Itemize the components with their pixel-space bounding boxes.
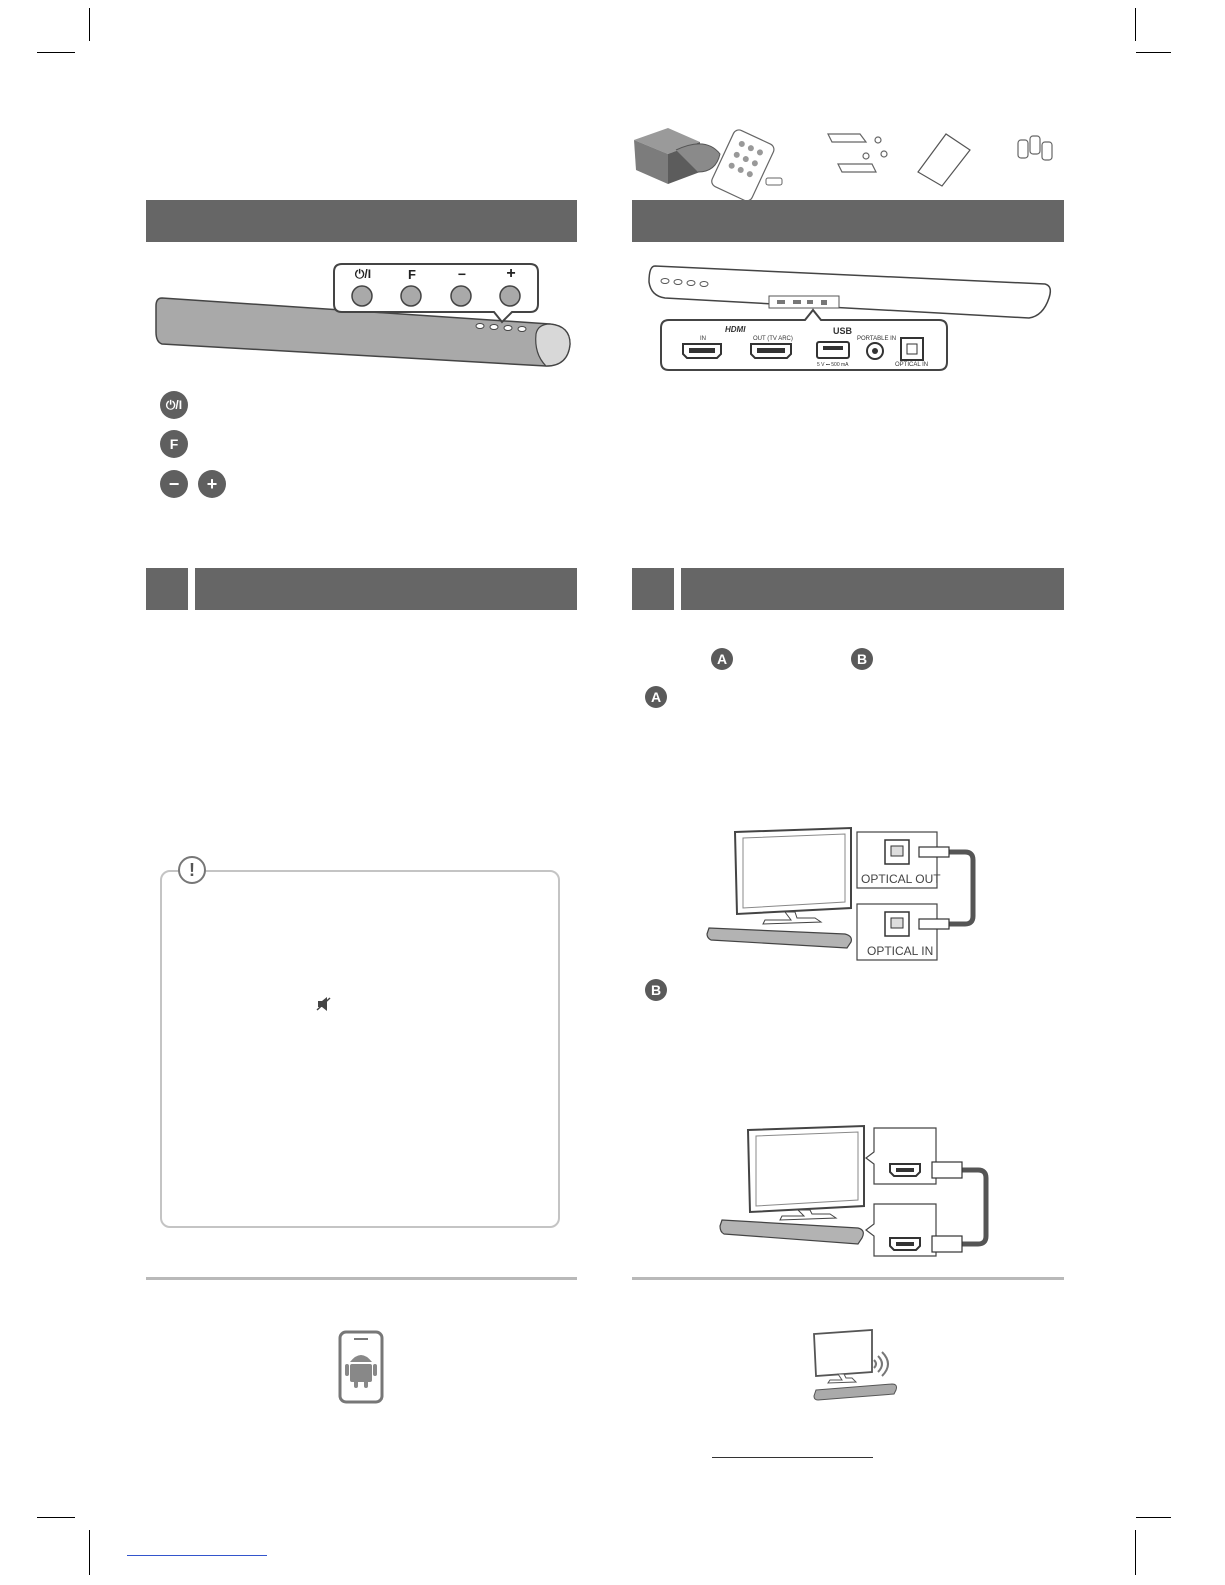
button-label-minus: −	[457, 266, 467, 282]
divider-right	[632, 1277, 1064, 1280]
crop-mark	[1136, 52, 1171, 53]
crop-mark	[1135, 8, 1136, 41]
bottom-link-underline	[127, 1555, 267, 1556]
crop-mark	[89, 8, 90, 41]
portable-in-label: PORTABLE IN	[857, 336, 897, 342]
button-label-power: ⏻/I	[354, 267, 372, 281]
marker-a-inline: A	[711, 648, 733, 670]
optical-out-label: OPTICAL OUT	[861, 872, 941, 886]
divider-left	[146, 1277, 577, 1280]
mute-icon	[316, 997, 332, 1011]
crop-mark	[1135, 1530, 1136, 1575]
usb-rating-label: 5 V ⎓ 500 mA	[817, 362, 849, 368]
power-icon: ⏻/I	[160, 391, 188, 419]
marker-b-inline: B	[851, 648, 873, 670]
section-header-top-panel	[146, 200, 577, 242]
android-phone-icon	[338, 1330, 384, 1404]
hdmi-in-label: IN	[700, 336, 706, 342]
function-icon: F	[160, 430, 188, 458]
crop-mark	[1136, 1517, 1171, 1518]
crop-mark	[37, 1517, 75, 1518]
marker-b: B	[645, 979, 667, 1001]
button-label-function: F	[408, 267, 416, 282]
hdmi-logo: HDMI	[725, 325, 746, 334]
optical-connection-diagram	[705, 828, 985, 964]
section-header-right	[681, 568, 1064, 610]
crop-mark	[89, 1530, 90, 1575]
section-number-box-left	[146, 568, 188, 610]
section-number-box-right	[632, 568, 674, 610]
minus-icon: −	[160, 470, 188, 498]
plus-icon: +	[198, 470, 226, 498]
box-contents-illustration	[628, 120, 1068, 192]
hdmi-connection-diagram	[718, 1124, 996, 1260]
button-label-plus: +	[506, 265, 516, 282]
section-header-left	[195, 568, 577, 610]
bottom-underline	[712, 1457, 873, 1458]
hdmi-out-label: OUT (TV ARC)	[753, 336, 793, 342]
crop-mark	[37, 52, 75, 53]
section-header-rear-panel	[632, 200, 1064, 242]
soundbar-rear-illustration	[645, 258, 1055, 378]
notice-box	[160, 870, 560, 1228]
marker-a: A	[645, 686, 667, 708]
optical-in-port-label: OPTICAL IN	[867, 944, 934, 958]
tv-soundbar-wireless-icon	[808, 1328, 898, 1404]
optical-in-label: OPTICAL IN	[895, 362, 929, 368]
notice-icon: !	[178, 856, 206, 884]
usb-label: USB	[833, 326, 853, 336]
